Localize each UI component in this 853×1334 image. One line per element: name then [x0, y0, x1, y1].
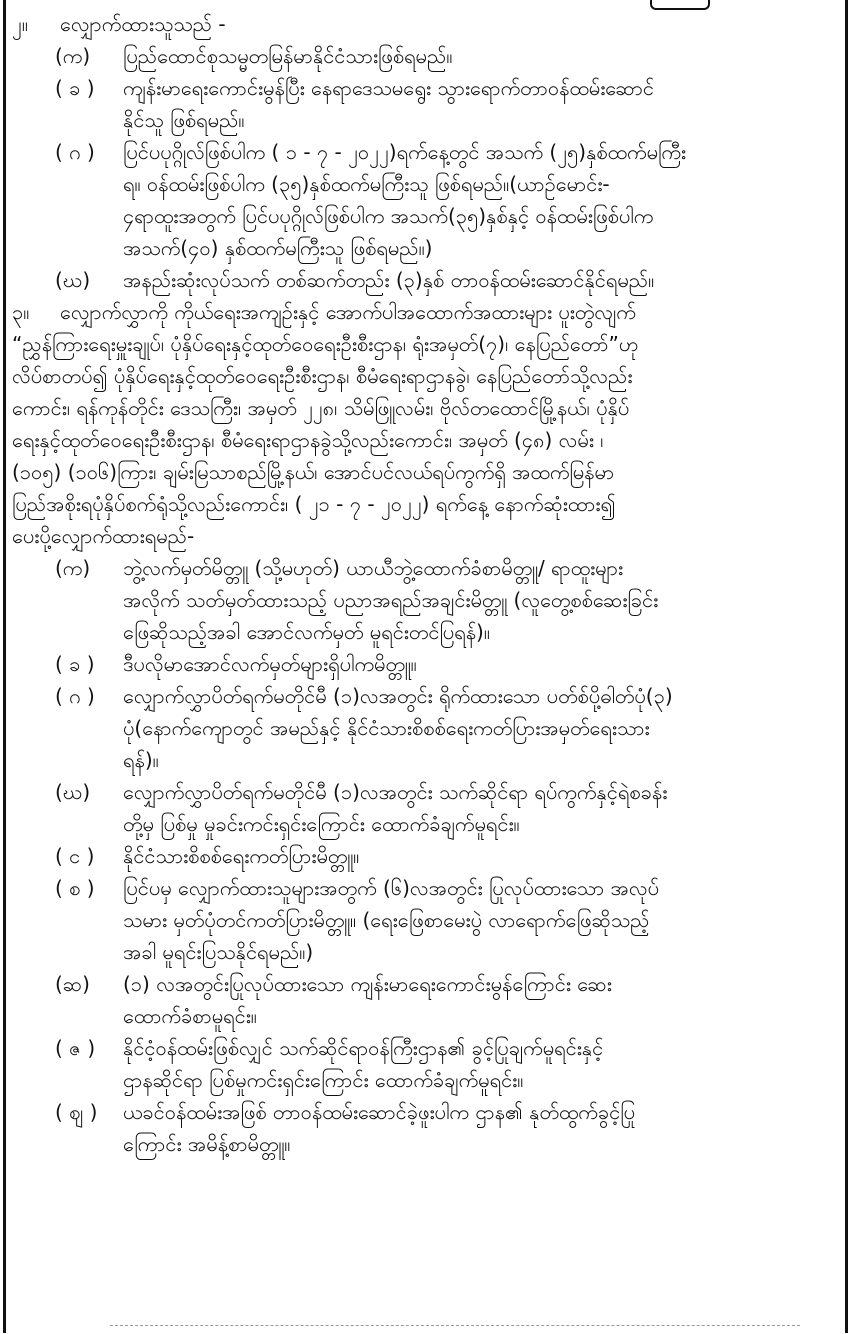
paragraph-line: ရေးနှင့်ထုတ်ဝေရေးဦးစီးဌာန၊ စီမံရေးရာဌာနခွဲသို့လည်းကောင်း၊ အမှတ် (၄၈) လမ်း ၊	[12, 428, 604, 452]
list-item	[55, 872, 838, 968]
list-item	[55, 968, 838, 1032]
item-line: ဘွဲ့လက်မှတ်မိတ္တူ (သို့မဟုတ်) ယာယီဘွဲ့ထောက်ခံစာမိတ္တူ/ ရာထူးများ	[123, 556, 624, 580]
item-text	[123, 840, 838, 872]
paragraph-line: ပေးပို့လျှောက်ထားရမည်-	[12, 524, 195, 548]
item-marker: (ဃ)	[55, 268, 91, 292]
item-text	[123, 1096, 838, 1160]
item-line: အလိုက် သတ်မှတ်ထားသည့် ပညာအရည်အချင်းမိတ္တူ (လူတွေ့စစ်ဆေးခြင်း	[123, 588, 659, 612]
item-marker: ( စ )	[55, 876, 95, 900]
list-item	[55, 552, 838, 648]
item-line: ဌာနဆိုင်ရာ ပြစ်မှုကင်းရှင်းကြောင်း ထောက်ခံချက်မူရင်း။	[123, 1068, 524, 1092]
item-line: နိုင်သူ ဖြစ်ရမည်။	[123, 108, 245, 132]
item-marker: ( ခ )	[55, 76, 95, 100]
item-line: အနည်းဆုံးလုပ်သက် တစ်ဆက်တည်း (၃)နှစ် တာဝန်ထမ်းဆောင်နိုင်ရမည်။	[123, 268, 655, 292]
list-item	[55, 72, 838, 136]
item-text	[123, 264, 838, 296]
list-item	[55, 680, 838, 776]
item-text	[123, 648, 838, 680]
item-text	[123, 552, 838, 648]
item-marker: (က)	[55, 44, 91, 68]
paragraph-line: ကောင်း၊ ရန်ကုန်တိုင်း ဒေသကြီး၊ အမှတ် ၂၂၈၊ သိမ်ဖြူလမ်း၊ ဗိုလ်တထောင်မြို့နယ်၊ ပုံနှိပ်	[12, 396, 630, 420]
item-marker: (ဆ)	[55, 972, 90, 996]
list-item	[55, 1096, 838, 1160]
item-line: ယခင်ဝန်ထမ်းအဖြစ် တာဝန်ထမ်းဆောင်ခဲ့ဖူးပါက ဌာန၏ နုတ်ထွက်ခွင့်ပြု	[123, 1100, 635, 1124]
item-line: (၁) လအတွင်းပြုလုပ်ထားသော ကျန်းမာရေးကောင်းမွန်ကြောင်း ဆေး	[123, 972, 612, 996]
item-text	[123, 968, 838, 1032]
section-3-paragraph	[12, 328, 838, 552]
section-number: ၃။	[12, 300, 30, 324]
paragraph-line: ပြည်အစိုးရပုံနှိပ်စက်ရုံသို့လည်းကောင်း၊ ( ၂၁ - ၇ - ၂၀၂၂) ရက်နေ့ နောက်ဆုံးထား၍	[12, 492, 616, 516]
list-item	[55, 136, 838, 264]
list-item	[55, 776, 838, 840]
item-line: တို့မှ ပြစ်မှု မှုခင်းကင်းရှင်းကြောင်း ထောက်ခံချက်မူရင်း။	[123, 812, 520, 836]
list-item	[55, 648, 838, 680]
item-line: ရန်)။	[123, 748, 159, 772]
item-line: သမား မှတ်ပုံတင်ကတ်ပြားမိတ္တူ။ (ရေးဖြေစာမေးပွဲ လာရောက်ဖြေဆိုသည့်	[123, 908, 650, 932]
item-line: ပြင်ပမှ လျှောက်ထားသူများအတွက် (၆)လအတွင်း ပြုလုပ်ထားသော အလုပ်	[123, 876, 660, 900]
item-marker: ( င )	[55, 844, 95, 868]
item-marker: ( ဂ )	[55, 684, 95, 708]
item-line: ကျန်းမာရေးကောင်းမွန်ပြီး နေရာဒေသမရွေး သွားရောက်တာဝန်ထမ်းဆောင်	[123, 76, 655, 100]
list-item	[55, 40, 838, 72]
item-text	[123, 72, 838, 136]
section-title: လျှောက်လွှာကို ကိုယ်ရေးအကျဉ်းနှင့် အောက်ပါအထောက်အထားများ ပူးတွဲလျက်	[60, 300, 636, 324]
item-line: ပြင်ပပုဂ္ဂိုလ်ဖြစ်ပါက ( ၁ - ၇ - ၂၀၂၂)ရက်နေ့တွင် အသက် (၂၅)နှစ်ထက်မကြီး	[123, 140, 687, 164]
list-item	[55, 1032, 838, 1096]
item-text	[123, 872, 838, 968]
section-3-heading	[12, 296, 838, 328]
list-item	[55, 840, 838, 872]
paragraph-line: လိပ်စာတပ်၍ ပုံနှိပ်ရေးနှင့်ထုတ်ဝေရေးဦးစီးဌာန၊ စီမံရေးရာဌာနခွဲ၊ နေပြည်တော်သို့လည်း	[12, 364, 633, 388]
item-text	[123, 1032, 838, 1096]
item-marker: (က)	[55, 556, 91, 580]
document-body	[12, 8, 838, 1160]
item-line: အသက်(၄၀) နှစ်ထက်မကြီးသူ ဖြစ်ရမည်။)	[123, 236, 433, 260]
item-line: ၄ရာထူးအတွက် ပြင်ပပုဂ္ဂိုလ်ဖြစ်ပါက အသက်(၃၅)နှစ်နှင့် ဝန်ထမ်းဖြစ်ပါက	[123, 204, 654, 228]
item-line: အခါ မူရင်းပြသနိုင်ရမည်။)	[123, 940, 314, 964]
item-line: လျှောက်လွှာပိတ်ရက်မတိုင်မီ (၁)လအတွင်း သက်ဆိုင်ရာ ရပ်ကွက်နှင့်ရဲစခန်း	[123, 780, 668, 804]
item-line: နိုင်ငံသားစိစစ်ရေးကတ်ပြားမိတ္တူ။	[123, 844, 360, 868]
item-line: ရ။ ဝန်ထမ်းဖြစ်ပါက (၃၅)နှစ်ထက်မကြီးသူ ဖြစ်ရမည်။(ယာဉ်မောင်း-	[123, 172, 610, 196]
item-marker: ( ဇ )	[55, 1036, 96, 1060]
item-line: ဒီပလိုမာအောင်လက်မှတ်များရှိပါကမိတ္တူ။	[123, 652, 417, 676]
item-line: ကြောင်း အမိန့်စာမိတ္တူ။	[123, 1132, 291, 1156]
section-2-heading	[12, 8, 838, 40]
item-marker: ( ခ )	[55, 652, 95, 676]
item-line: ဖြေဆိုသည့်အခါ အောင်လက်မှတ် မူရင်းတင်ပြရန်)။	[123, 620, 490, 644]
paragraph-line: (၁၀၅) (၁၀၆)ကြား၊ ချမ်းမြသာစည်မြို့နယ်၊ အောင်ပင်လယ်ရပ်ကွက်ရှိ အထက်မြန်မာ	[12, 460, 615, 484]
section-number: ၂။	[12, 12, 28, 36]
item-line: လျှောက်လွှာပိတ်ရက်မတိုင်မီ (၁)လအတွင်း ရိုက်ထားသော ပတ်စ်ပို့ဓါတ်ပုံ(၃)	[123, 684, 673, 708]
item-line: နိုင်ငံ့ဝန်ထမ်းဖြစ်လျှင် သက်ဆိုင်ရာဝန်ကြီးဌာန၏ ခွင့်ပြုချက်မူရင်းနှင့်	[123, 1036, 604, 1060]
item-text	[123, 680, 838, 776]
item-marker: ( ဂ )	[55, 140, 95, 164]
item-marker: (ဃ)	[55, 780, 91, 804]
section-title: လျှောက်ထားသူသည် -	[60, 12, 226, 36]
list-item	[55, 264, 838, 296]
item-marker: ( ဈ )	[55, 1100, 98, 1124]
item-text	[123, 40, 838, 72]
item-line: ထောက်ခံစာမူရင်း။	[123, 1004, 257, 1028]
item-line: ပြည်ထောင်စုသမ္မတမြန်မာနိုင်ငံသားဖြစ်ရမည်။	[123, 44, 453, 68]
item-text	[123, 136, 838, 264]
item-text	[123, 776, 838, 840]
item-line: ပုံ(နောက်ကျောတွင် အမည်နှင့် နိုင်ငံသားစိစစ်ရေးကတ်ပြားအမှတ်ရေးသား	[123, 716, 650, 740]
paragraph-line: “ညွှန်ကြားရေးမှူးချုပ်၊ ပုံနှိပ်ရေးနှင့်ထုတ်ဝေရေးဦးစီးဌာန၊ ရုံးအမှတ်(၇)၊ နေပြည်တော်”ဟု	[12, 332, 639, 356]
